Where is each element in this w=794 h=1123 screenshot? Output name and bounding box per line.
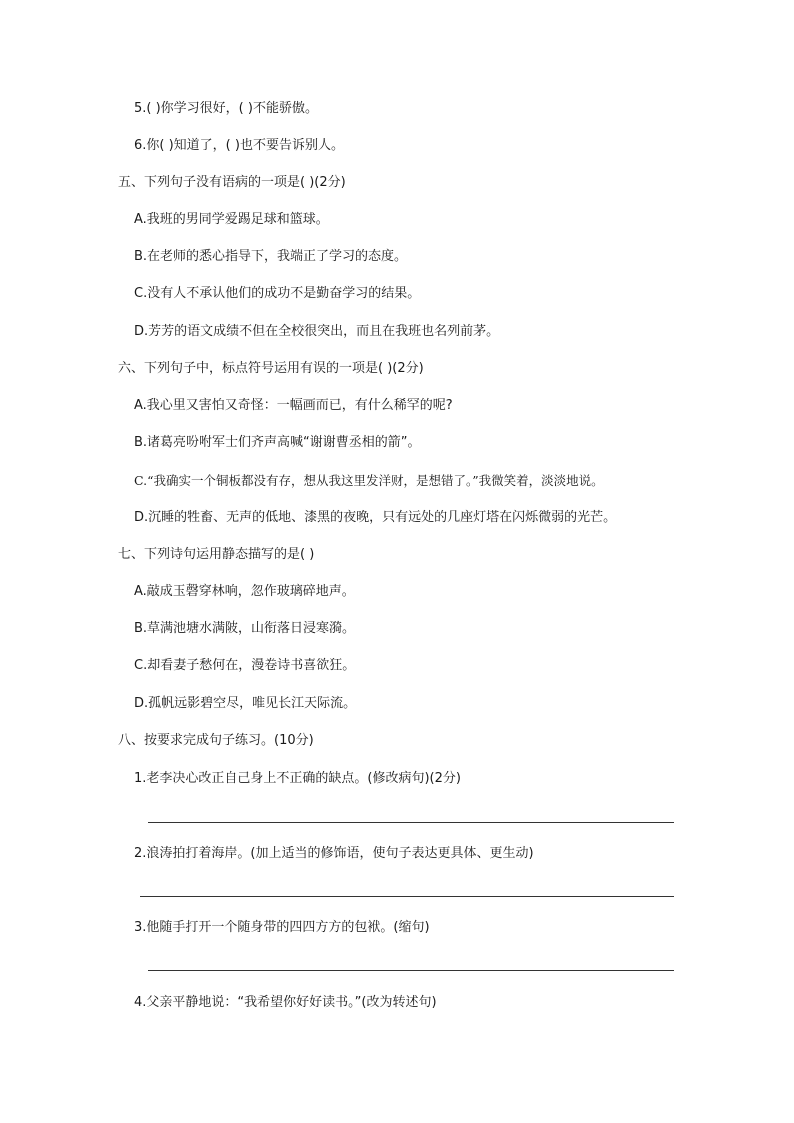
exercise-4-prompt: 4.父亲平静地说：“我希望你好好读书。”(改为转述句) [134, 995, 437, 1010]
answer-line-1[interactable] [148, 822, 674, 823]
answer-line-2[interactable] [140, 896, 674, 897]
option-a: A.敲成玉磬穿林响，忽作玻璃碎地声。 [134, 584, 355, 599]
section-7-heading: 七、下列诗句运用静态描写的是( ) [118, 547, 315, 562]
question-5-line: 5.( )你学习很好，( )不能骄傲。 [134, 101, 318, 116]
exercise-2-prompt: 2.浪涛拍打着海岸。(加上适当的修饰语，使句子表达更具体、更生动) [134, 846, 534, 861]
option-a: A.我班的男同学爱踢足球和篮球。 [134, 212, 329, 227]
option-c: C.“我确实一个铜板都没有存，想从我这里发洋财，是想错了。”我微笑着，淡淡地说。 [134, 473, 604, 488]
exercise-1-prompt: 1.老李决心改正自己身上不正确的缺点。(修改病句)(2分) [134, 771, 461, 786]
question-6-line: 6.你( )知道了，( )也不要告诉别人。 [134, 138, 344, 153]
option-b: B.草满池塘水满陂，山衔落日浸寒漪。 [134, 621, 356, 636]
option-d: D.芳芳的语文成绩不但在全校很突出，而且在我班也名列前茅。 [134, 324, 500, 339]
option-a: A.我心里又害怕又奇怪：一幅画而已，有什么稀罕的呢? [134, 398, 453, 413]
option-d: D.沉睡的牲畜、无声的低地、漆黑的夜晚，只有远处的几座灯塔在闪烁微弱的光芒。 [134, 510, 617, 525]
option-b: B.在老师的悉心指导下，我端正了学习的态度。 [134, 249, 408, 264]
option-d: D.孤帆远影碧空尽，唯见长江天际流。 [134, 696, 357, 711]
option-c: C.却看妻子愁何在，漫卷诗书喜欲狂。 [134, 658, 356, 673]
option-c: C.没有人不承认他们的成功不是勤奋学习的结果。 [134, 286, 421, 301]
answer-line-3[interactable] [148, 970, 674, 971]
section-8-heading: 八、按要求完成句子练习。(10分) [118, 733, 314, 748]
section-5-heading: 五、下列句子没有语病的一项是( )(2分) [118, 175, 346, 190]
exercise-3-prompt: 3.他随手打开一个随身带的四四方方的包袱。(缩句) [134, 920, 430, 935]
option-b: B.诸葛亮吩咐军士们齐声高喊“谢谢曹丞相的箭”。 [134, 435, 421, 450]
section-6-heading: 六、下列句子中，标点符号运用有误的一项是( )(2分) [118, 361, 424, 376]
